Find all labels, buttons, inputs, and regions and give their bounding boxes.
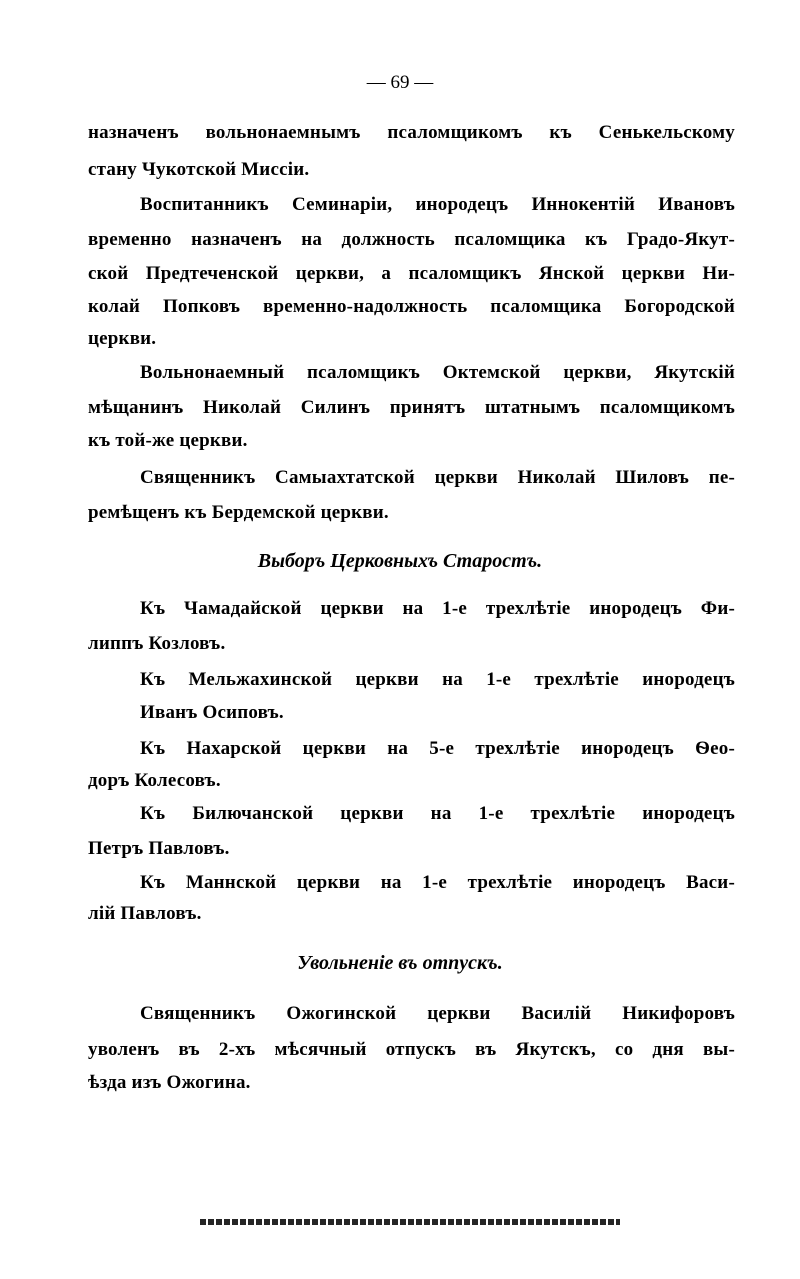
text-line: ской Предтеченской церкви, а псаломщикъ Янской церкви Ни-	[88, 263, 735, 284]
text-line: Къ Нахарской церкви на 5-е трехлѣтіе инородецъ Ѳео-	[140, 738, 735, 759]
ornament-divider	[200, 1219, 620, 1225]
text-line: стану Чукотской Миссіи.	[88, 159, 310, 180]
text-line: ѣзда изъ Ожогина.	[88, 1072, 251, 1093]
text-line: уволенъ въ 2-хъ мѣсячный отпускъ въ Якутскъ, со дня вы-	[88, 1039, 735, 1060]
text-line: Воспитанникъ Семинаріи, инородецъ Иннокентій Ивановъ	[140, 194, 735, 215]
text-line: Священникъ Самыахтатской церкви Николай Шиловъ пе-	[140, 467, 735, 488]
text-line: Къ Маннской церкви на 1-е трехлѣтіе инородецъ Васи-	[140, 872, 735, 893]
text-line: липпъ Козловъ.	[88, 633, 226, 654]
section-heading: Выборъ Церковныхъ Старостъ.	[257, 550, 543, 572]
text-line: назначенъ вольнонаемнымъ псаломщикомъ къ Сенькельскому	[88, 122, 735, 143]
text-line: колай Попковъ временно-надолжность псаломщика Богородской	[88, 296, 735, 317]
text-line: церкви.	[88, 328, 157, 349]
text-line: ремѣщенъ къ Бердемской церкви.	[88, 502, 389, 523]
text-line: Къ Билючанской церкви на 1-е трехлѣтіе инородецъ	[140, 803, 735, 824]
text-line: Священникъ Ожогинской церкви Василій Никифоровъ	[140, 1003, 735, 1024]
text-line: Къ Чамадайской церкви на 1-е трехлѣтіе инородецъ Фи-	[140, 598, 735, 619]
text-line: Иванъ Осиповъ.	[140, 702, 284, 723]
text-line: мѣщанинъ Николай Силинъ принятъ штатнымъ псаломщикомъ	[88, 397, 735, 418]
text-line: Петръ Павловъ.	[88, 838, 230, 859]
text-line: Къ Мельжахинской церкви на 1-е трехлѣтіе инородецъ	[140, 669, 735, 690]
text-line: доръ Колесовъ.	[88, 770, 221, 791]
text-line: къ той-же церкви.	[88, 430, 248, 451]
page-number: — 69 —	[366, 72, 434, 93]
text-line: временно назначенъ на должность псаломщика къ Градо-Якут-	[88, 229, 735, 250]
text-line: Вольнонаемный псаломщикъ Октемской церкви, Якутскій	[140, 362, 735, 383]
section-heading: Увольненіе въ отпускъ.	[297, 952, 503, 974]
text-line: лій Павловъ.	[88, 903, 202, 924]
